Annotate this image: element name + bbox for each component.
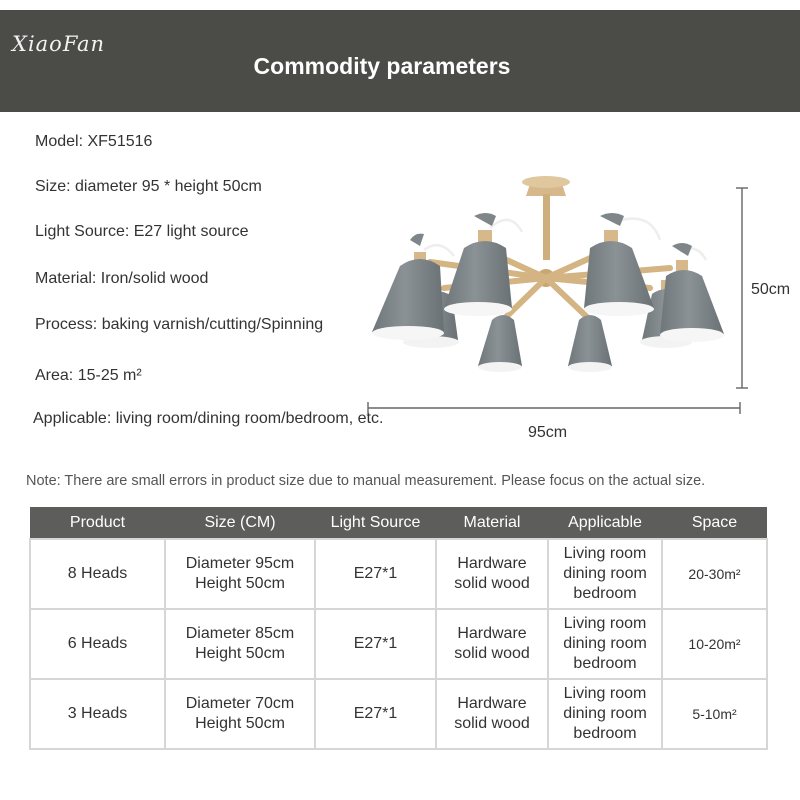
cell-space: 20-30m² xyxy=(662,539,767,609)
cell-light-source: E27*1 xyxy=(315,679,436,749)
table-row xyxy=(30,609,767,679)
material-line: Hardware xyxy=(457,695,527,712)
header-size: Size (CM) xyxy=(165,507,315,539)
material-line: solid wood xyxy=(454,715,530,732)
size-diameter: Diameter 95cm xyxy=(185,555,295,572)
width-dimension-label: 95cm xyxy=(528,424,568,441)
measurement-note: Note: There are small errors in product size due to manual measurement. Please focus on the actual size. xyxy=(26,473,706,489)
cell-space: 5-10m² xyxy=(662,679,767,749)
height-dimension-label: 50cm xyxy=(751,281,791,298)
material-line: Hardware xyxy=(457,555,527,572)
cell-size xyxy=(165,679,315,749)
table-header-row xyxy=(30,507,767,539)
table-row xyxy=(30,679,767,749)
size-height: Height 50cm xyxy=(195,575,285,592)
material-line: Hardware xyxy=(457,625,527,642)
spec-process: Process: baking varnish/cutting/Spinning xyxy=(35,316,324,333)
spec-applicable: Applicable: living room/dining room/bedroom, etc. xyxy=(33,410,384,427)
applicable-line: dining room xyxy=(563,705,647,722)
header-product: Product xyxy=(30,507,165,539)
spec-model: Model: XF51516 xyxy=(35,133,153,150)
cell-size xyxy=(165,539,315,609)
cell-material xyxy=(436,609,548,679)
cell-applicable xyxy=(548,609,662,679)
cell-light-source: E27*1 xyxy=(315,539,436,609)
size-diameter: Diameter 70cm xyxy=(185,695,295,712)
cell-size xyxy=(165,609,315,679)
applicable-line: Living room xyxy=(563,545,647,562)
material-line: solid wood xyxy=(454,645,530,662)
header-material: Material xyxy=(436,507,548,539)
cell-material xyxy=(436,679,548,749)
spec-size: Size: diameter 95 * height 50cm xyxy=(35,178,262,195)
cell-applicable xyxy=(548,539,662,609)
applicable-line: bedroom xyxy=(573,725,637,742)
applicable-line: dining room xyxy=(563,635,647,652)
size-diameter: Diameter 85cm xyxy=(185,625,295,642)
material-line: solid wood xyxy=(454,575,530,592)
cell-product: 8 Heads xyxy=(30,539,165,609)
page-title: Commodity parameters xyxy=(253,53,511,79)
size-height: Height 50cm xyxy=(195,715,285,732)
applicable-line: bedroom xyxy=(573,585,637,602)
cell-product: 3 Heads xyxy=(30,679,165,749)
cell-product: 6 Heads xyxy=(30,609,165,679)
brand-logo: XiaoFan xyxy=(12,32,106,56)
cell-applicable xyxy=(548,679,662,749)
size-height: Height 50cm xyxy=(195,645,285,662)
cell-material xyxy=(436,539,548,609)
spec-area: Area: 15-25 m² xyxy=(35,367,142,384)
header-applicable: Applicable xyxy=(548,507,662,539)
spec-light-source: Light Source: E27 light source xyxy=(35,223,249,240)
applicable-line: bedroom xyxy=(573,655,637,672)
header-light-source: Light Source xyxy=(315,507,436,539)
applicable-line: Living room xyxy=(563,685,647,702)
spec-material: Material: Iron/solid wood xyxy=(35,270,209,287)
chandelier-image xyxy=(360,170,800,440)
table-row xyxy=(30,539,767,609)
applicable-line: dining room xyxy=(563,565,647,582)
cell-light-source: E27*1 xyxy=(315,609,436,679)
header-space: Space xyxy=(662,507,767,539)
applicable-line: Living room xyxy=(563,615,647,632)
header-banner xyxy=(0,10,800,112)
parameters-table xyxy=(29,507,768,750)
cell-space: 10-20m² xyxy=(662,609,767,679)
